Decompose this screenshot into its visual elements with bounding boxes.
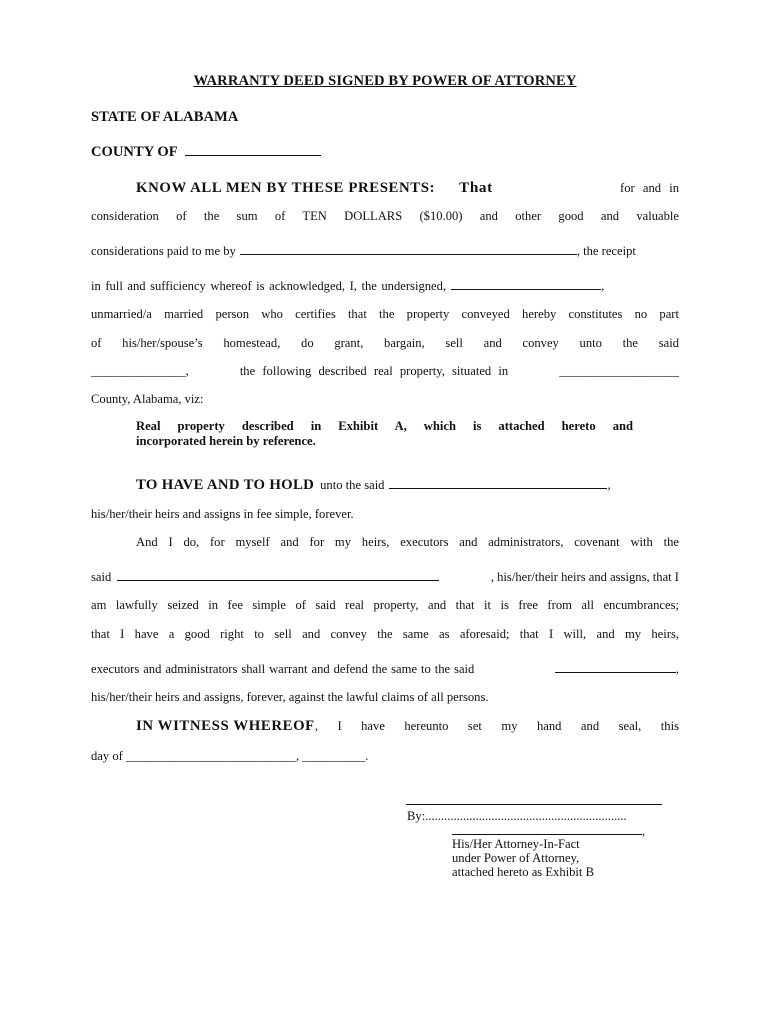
document-title: WARRANTY DEED SIGNED BY POWER OF ATTORNEY	[193, 73, 577, 89]
attorney-caption-3: attached hereto as Exhibit B	[452, 865, 594, 879]
covenant-line-1: And I do, for myself and for my heirs, executors and administrators, covenant with the	[136, 535, 679, 549]
county-heading	[91, 144, 321, 161]
attorney-comma: ,	[642, 824, 646, 838]
granting-line-2: consideration of the sum of TEN DOLLARS ($10.00) and other good and valuable	[91, 209, 679, 223]
habendum-line-2: his/her/their heirs and assigns in fee simple, forever.	[91, 507, 354, 521]
said-text: said	[91, 570, 112, 584]
know-all-men: KNOW ALL MEN BY THESE PRESENTS:	[136, 180, 436, 196]
following-described-text: the following described real property, situated in	[239, 364, 509, 378]
attorney-caption-2: under Power of Attorney,	[452, 851, 580, 865]
county-label: COUNTY OF	[91, 144, 178, 160]
state-heading: STATE OF ALABAMA	[91, 109, 239, 125]
considerations-text: considerations paid to me by	[91, 244, 236, 258]
covenant-line-6: his/her/their heirs and assigns, forever, against the lawful claims of all persons.	[91, 690, 489, 704]
heirs-assigns-text: , his/her/their heirs and assigns, that I	[490, 570, 679, 584]
habendum-blank	[389, 477, 607, 489]
grantor-comma: ,	[601, 279, 605, 293]
granting-line-8: County, Alabama, viz:	[91, 392, 204, 406]
covenant-line-3: am lawfully seized in fee simple of said real property, and that it is free from all encumbrances;	[91, 598, 679, 612]
grantor-blank	[451, 278, 601, 290]
granting-line-1	[136, 179, 679, 197]
signature-line	[406, 804, 662, 805]
witness-line	[136, 718, 679, 735]
unto-the-said: unto the said	[320, 478, 385, 492]
county-blank	[185, 144, 321, 156]
said-blank-text: _______________,	[91, 364, 189, 378]
for-and-in: for and in	[620, 181, 679, 195]
warrant-defend-text: executors and administrators shall warrant and defend the same to the said	[91, 662, 475, 676]
in-witness-whereof: IN WITNESS WHEREOF	[136, 718, 315, 734]
covenant-line-2	[91, 569, 679, 585]
exhibit-line-1: Real property described in Exhibit A, which is attached hereto and	[136, 419, 633, 433]
attorney-caption-1: His/Her Attorney-In-Fact	[452, 837, 580, 851]
warrant-comma: ,	[675, 662, 679, 676]
grantee-blank	[240, 243, 577, 255]
granting-line-5: unmarried/a married person who certifies that the property conveyed hereby constitutes no part	[91, 307, 679, 321]
to-have-and-to-hold: TO HAVE AND TO HOLD	[136, 477, 315, 493]
granting-line-6: of his/her/spouse’s homestead, do grant, bargain, sell and convey unto the said	[91, 336, 679, 350]
granting-line-7	[91, 364, 679, 379]
covenant-blank	[117, 569, 439, 581]
day-of-line: day of ___________________________, __________.	[91, 749, 369, 763]
county-situated-blank: ___________________	[559, 364, 679, 378]
habendum-line-1	[136, 477, 679, 494]
attorney-name-blank	[452, 823, 642, 835]
exhibit-line-2: incorporated herein by reference.	[136, 434, 316, 448]
covenant-line-5	[91, 661, 679, 677]
undersigned-text: in full and sufficiency whereof is acknowledged, I, the undersigned,	[91, 279, 447, 293]
by-line: By:................................................................	[407, 809, 627, 823]
warrant-blank	[555, 661, 676, 673]
witness-rest: , I have hereunto set my hand and seal, this	[314, 719, 679, 733]
granting-line-3	[91, 243, 679, 259]
that-word: That	[459, 179, 493, 196]
covenant-line-4: that I have a good right to sell and convey the same as aforesaid; that I will, and my heirs,	[91, 627, 679, 641]
receipt-text: , the receipt	[576, 244, 636, 258]
habendum-comma: ,	[607, 478, 611, 492]
granting-line-4	[91, 278, 679, 294]
